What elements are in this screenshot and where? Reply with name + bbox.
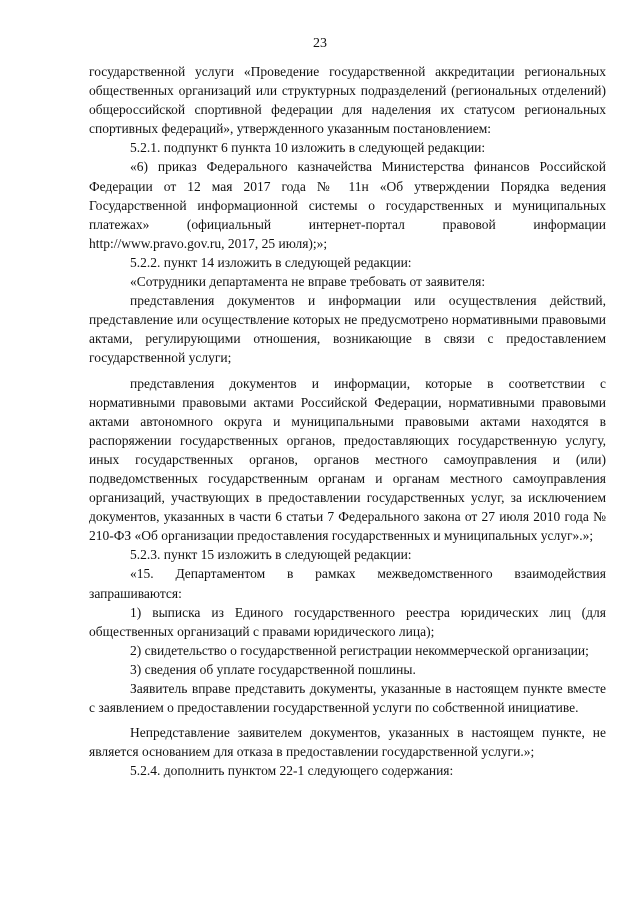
paragraph: Непредставление заявителем документов, указанных в настоящем пункте, не является основанием для отказа в предоставлении государственной услуги.»; — [89, 725, 606, 760]
paragraph: «15. Департаментом в рамках межведомственного взаимодействия запрашиваются: — [89, 566, 606, 601]
page-number: 23 — [313, 36, 327, 51]
paragraph: государственной услуги «Проведение государственной аккредитации региональных общественных организаций или структурных подразделений (региональных отделений) общероссийской спортивной федерации для наделения их статусом региональных спортивных федераций», утвержденного указанным постановлением: — [89, 64, 606, 137]
paragraph: представления документов и информации или осуществления действий, представление или осуществление которых не предусмотрено нормативными правовыми актами, регулирующими отношения, возникающие в связи с предоставлением государственной услуги; — [89, 293, 606, 366]
paragraph: 5.2.4. дополнить пунктом 22-1 следующего содержания: — [130, 763, 454, 779]
paragraph: 3) сведения об уплате государственной пошлины. — [130, 661, 416, 677]
paragraph: представления документов и информации, которые в соответствии с нормативными правовыми актами Российской Федерации, нормативными правовыми актами автономного округа и муниципальными правовыми актами находятся в распоряжении государственных органов, предоставляющих государственную услугу, иных государственных органов, органов местного самоуправления и (или) подведомственных государственным органам и органам местного самоуправления организаций, участвующих в предоставлении государственных услуг, за исключением документов, указанных в части 6 статьи 7 Федерального закона от 27 июля 2010 года № 210-ФЗ «Об организации предоставления государственных и муниципальных услуг».»; — [89, 375, 606, 544]
paragraph: 5.2.1. подпункт 6 пункта 10 изложить в следующей редакции: — [130, 140, 486, 156]
paragraph: 1) выписка из Единого государственного реестра юридических лиц (для общественных организаций с правами юридического лица); — [89, 604, 606, 639]
paragraph: «Сотрудники департамента не вправе требовать от заявителя: — [130, 274, 486, 290]
paragraph: 2) свидетельство о государственной регистрации некоммерческой организации; — [130, 642, 589, 658]
paragraph: «6) приказ Федерального казначейства Министерства финансов Российской Федерации от 12 мая 2017 года № 11н «Об утверждении Порядка ведения Государственной информационной системы о государственных и муниципальных платежах» (официальный интернет-портал правовой информации http://www.pravo.gov.ru, 2017, 25 июля);»; — [89, 159, 606, 251]
paragraph: 5.2.3. пункт 15 изложить в следующей редакции: — [130, 547, 412, 563]
document-body — [89, 62, 606, 780]
paragraph: Заявитель вправе представить документы, указанные в настоящем пункте вместе с заявлением о предоставлении государственной услуги по собственной инициативе. — [89, 681, 606, 716]
paragraph: 5.2.2. пункт 14 изложить в следующей редакции: — [130, 254, 412, 270]
